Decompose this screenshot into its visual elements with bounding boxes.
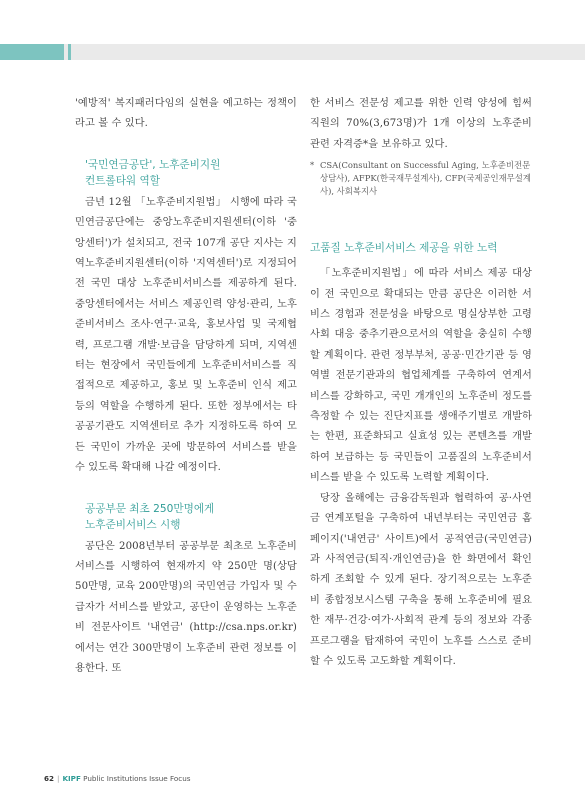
footer-series-title: Public Institutions Issue Focus [83,774,191,783]
header-accent-notch [68,44,71,60]
left-column [75,94,297,679]
footnote-text: CSA(Consultant on Successful Aging, 노후준비전문상담사), AFPK(한국재무설계사), CFP(국제공인재무설계사), 사회복지사 [320,160,531,197]
section-paragraph-public-sector-first: 공단은 2008년부터 공공부문 최초로 노후준비서비스를 시행하여 현재까지 약 250만 명(상담 50만명, 교육 200만명)의 국민연금 가입자 및 수급자가 서비스를 받았고, 공단이 운영하는 노후준비 전문사이트 '내연금' (http://csa.nps.or.kr)에서는 연간 300만명이 노후준비 관련 정보를 이용한다. 또 [75,540,297,674]
heading-line-1: '국민연금공단', 노후준비지원 [85,158,221,171]
heading-line-2: 컨트롤타워 역할 [85,174,161,187]
page-footer [44,774,191,783]
header-accent-bar [0,44,64,60]
footnote [310,159,532,198]
section-paragraph-nps-control-tower: 금년 12월 「노후준비지원법」 시행에 따라 국민연금공단에는 중앙노후준비지원센터(이하 '중앙센터')가 설치되고, 전국 107개 공단 지사는 지역노후준비지원센터(이하 '지역센터')로 지정되어 전 국민 대상 노후준비서비스를 제공하게 된다. 중앙센터에서는 서비스 제공인력 양성·관리, 노후준비서비스 조사·연구·교육, 홍보사업 및 국제협력, 프로그램 개발·보급을 담당하게 되며, 지역센터는 현장에서 국민들에게 노후준비서비스를 직접적으로 제공하고, 홍보 및 노후준비 인식 제고 등의 역할을 수행하게 된다. 또한 정부에서는 타 공공기관도 지역센터로 추가 지정하도록 하여 모든 국민이 가까운 곳에 방문하여 서비스를 받을 수 있도록 확대해 나갈 예정이다. [75,196,297,474]
footnote-mark: * [310,160,315,171]
right-column [310,94,532,672]
section-heading-high-quality-service: 고품질 노후준비서비스 제공을 위한 노력 [310,242,498,255]
section-paragraph-pension-portal: 당장 올해에는 금융감독원과 협력하여 공·사연금 연계포털을 구축하여 내년부터는 국민연금 홈페이지('내연금' 사이트)에서 공적연금(국민연금)과 사적연금(퇴직·개인연금)을 한 화면에서 확인하게 조회할 수 있게 된다. 장기적으로는 노후준비 종합정보시스템 구축을 통해 노후준비에 필요한 재무·건강·여가·사회적 관계 등의 정보와 각종 프로그램을 탑재하여 국민이 노후를 스스로 준비할 수 있도록 고도화할 계획이다. [310,492,532,667]
continued-paragraph: 한 서비스 전문성 제고를 위한 인력 양성에 힘써 직원의 70%(3,673명)가 1개 이상의 노후준비 관련 자격증*을 보유하고 있다. [310,98,532,150]
footer-brand: KIPF [62,774,81,783]
heading-line-2: 노후준비서비스 시행 [85,518,181,531]
intro-paragraph: '예방적' 복지패러다임의 실현을 예고하는 정책이라고 볼 수 있다. [75,98,297,130]
footer-separator: | [57,774,60,783]
header-band [0,44,585,60]
page-number: 62 [44,774,55,783]
section-heading-nps-control-tower [75,157,297,189]
section-heading-public-sector-first [75,501,297,533]
section-paragraph-high-quality-service: 「노후준비지원법」에 따라 서비스 제공 대상이 전 국민으로 확대되는 만큼 공단은 이러한 서비스 경험과 전문성을 바탕으로 명실상부한 고령사회 대응 중추기관으로서의 역할을 충실히 수행할 계획이다. 관련 정부부처, 공공·민간기관 등 영역별 전문기관과의 협업체계를 구축하여 연계서비스를 강화하고, 국민 개개인의 노후준비 정도를 측정할 수 있는 진단지표를 생애주기별로 개발하는 한편, 표준화되고 실효성 있는 콘텐츠를 개발하여 보급하는 등 국민들이 고품질의 노후준비서비스를 받을 수 있도록 노력할 계획이다. [310,268,532,484]
heading-line-1: 공공부문 최초 250만명에게 [85,502,215,515]
